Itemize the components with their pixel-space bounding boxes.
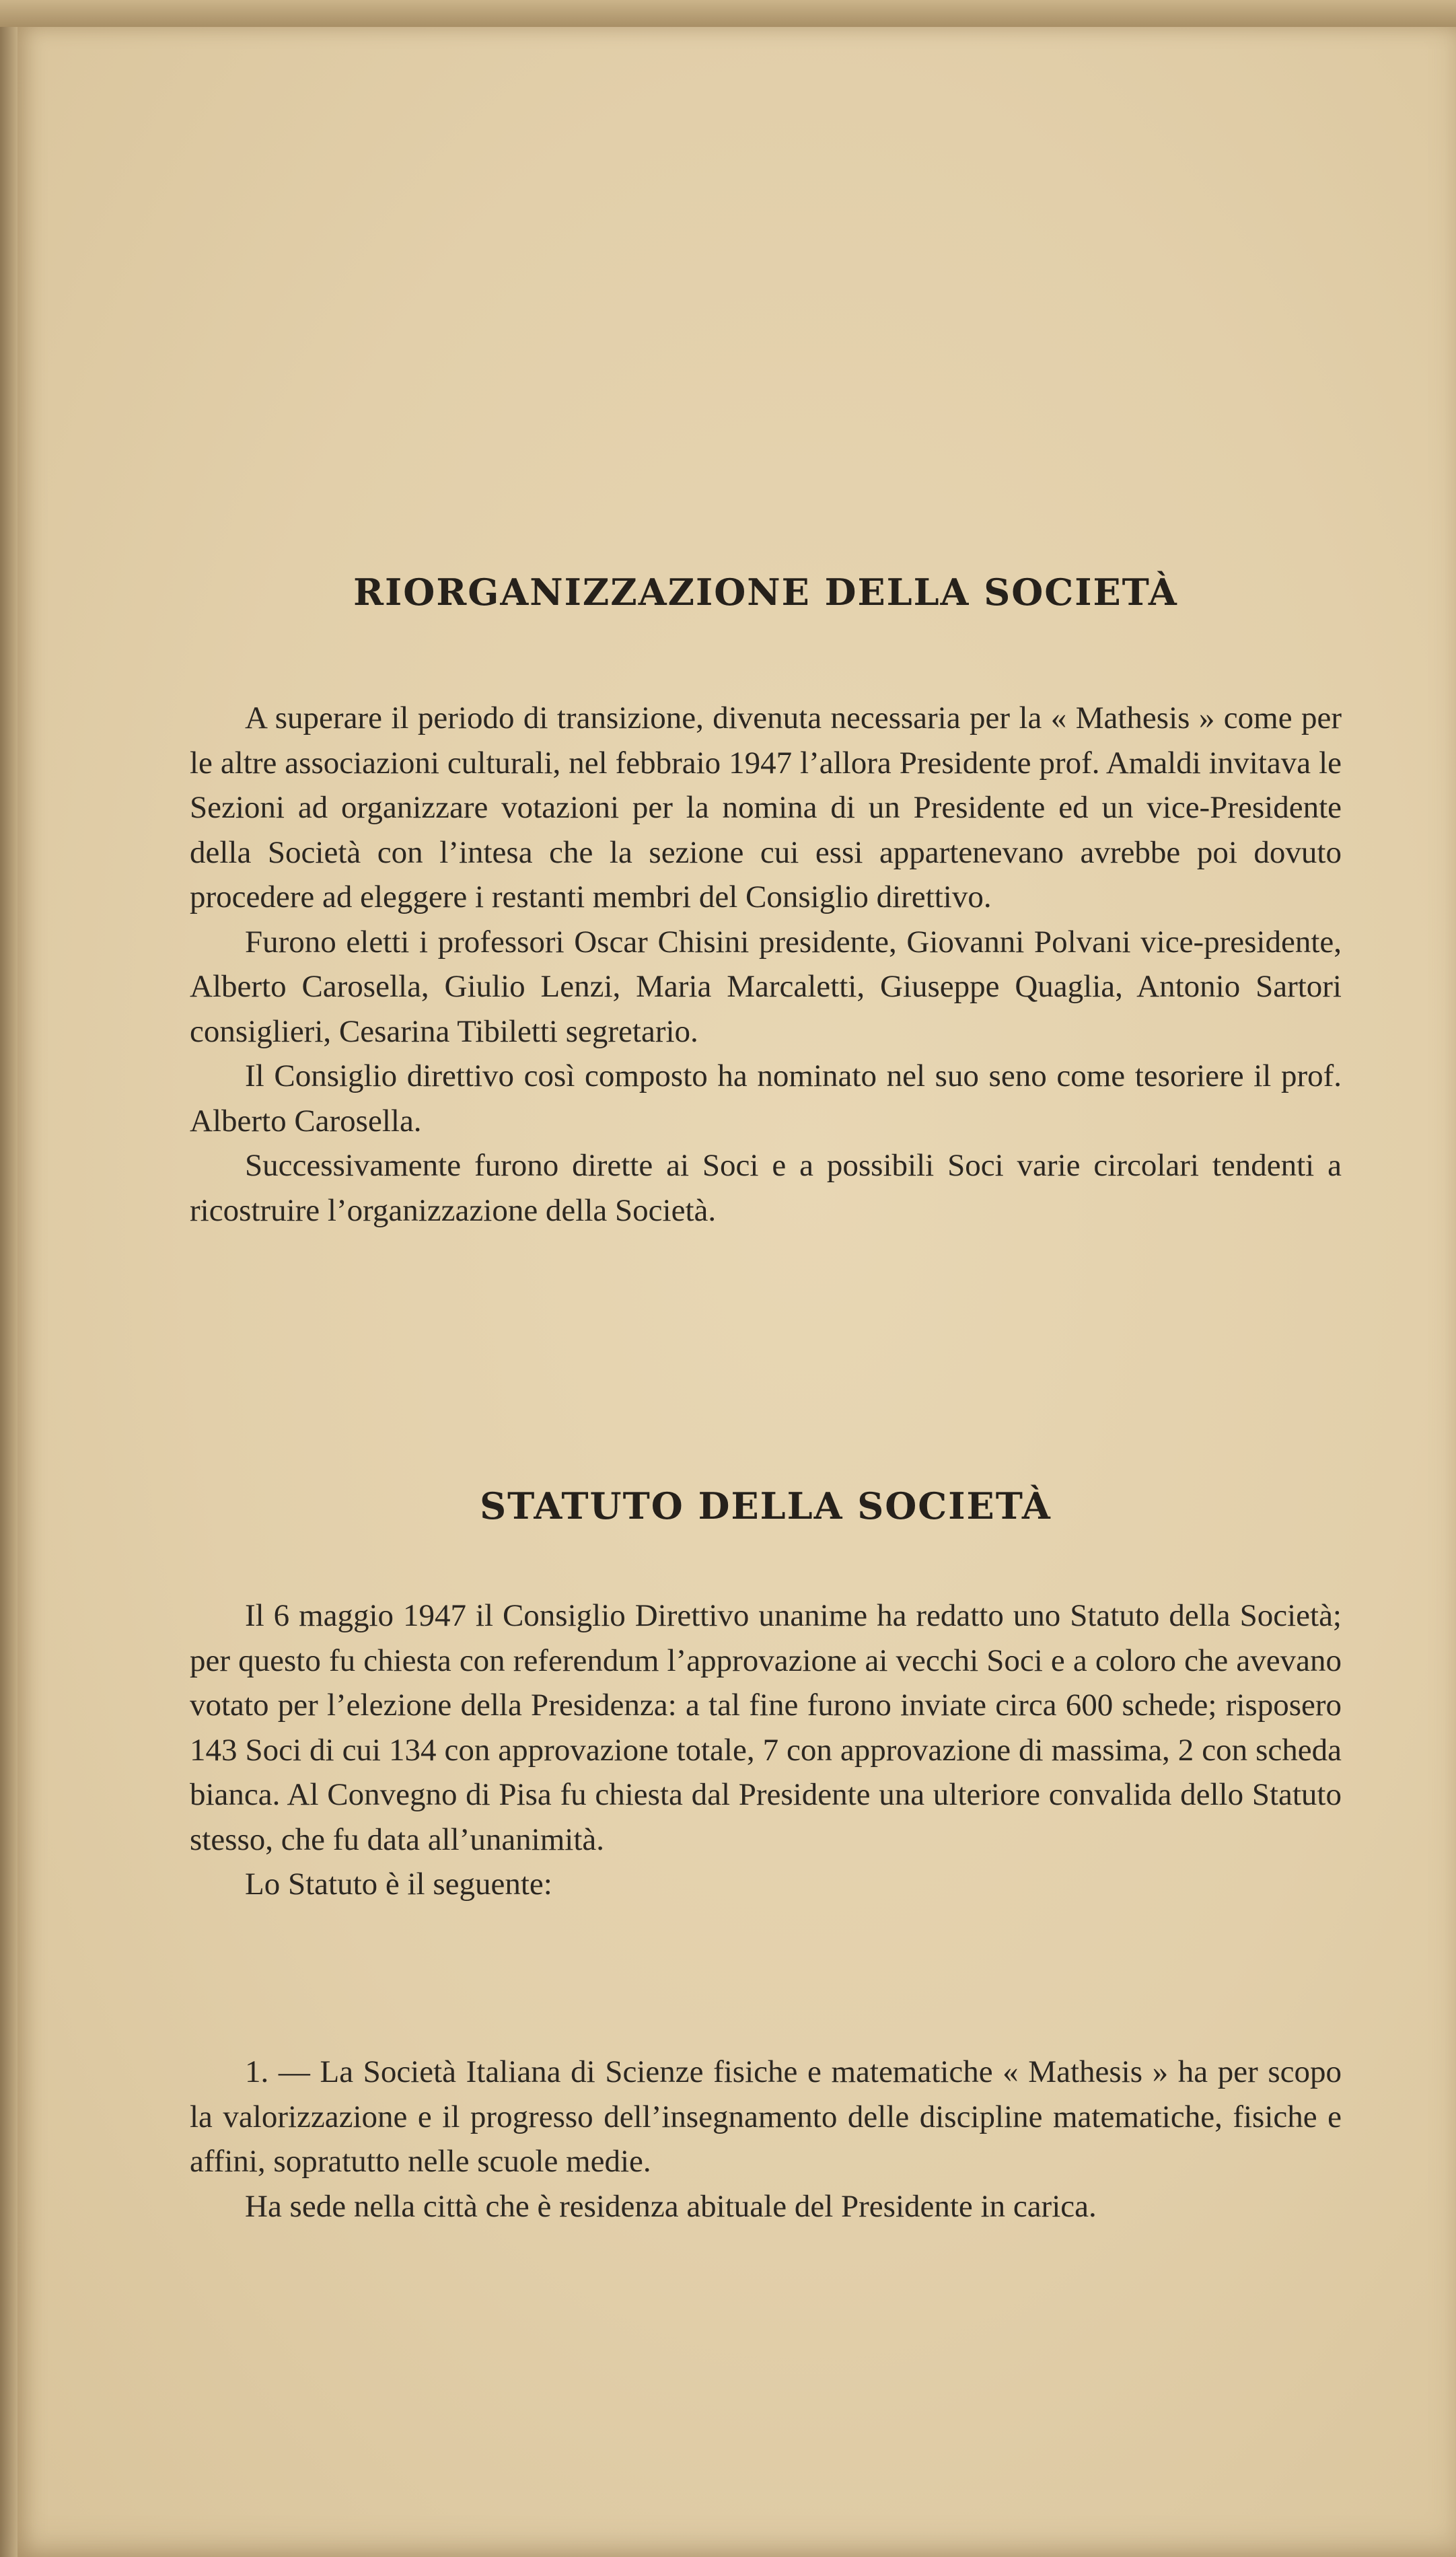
paragraph: Successivamente furono dirette ai Soci e a possibili Soci varie circolari tendenti a ricostruire l’organizzazione della Società. <box>190 1148 1342 1228</box>
binding-edge <box>0 27 17 2557</box>
section-body-riorganizzazione <box>190 696 1342 1233</box>
article-paragraph: Ha sede nella città che è residenza abituale del Presidente in carica. <box>245 2188 1097 2224</box>
document-page <box>13 27 1456 2557</box>
paragraph: Il Consiglio direttivo così composto ha nominato nel suo seno come tesoriere il prof. Alberto Carosella. <box>190 1058 1342 1139</box>
article-paragraph: 1. — La Società Italiana di Scienze fisiche e matematiche « Mathesis » ha per scopo la valorizzazione e il progresso dell’insegnamento delle discipline matematiche, fisiche e affini, sopratutto nelle scuole medie. <box>190 2054 1342 2179</box>
paragraph: Lo Statuto è il seguente: <box>245 1867 552 1902</box>
paragraph: Il 6 maggio 1947 il Consiglio Direttivo unanime ha redatto uno Statuto della Società; per questo fu chiesta con referendum l’approvazione ai vecchi Soci e a coloro che avevano votato per l’elezione della Presidenza: a tal fine furono inviate circa 600 schede; risposero 143 Soci di cui 134 con approvazione totale, 7 con approvazione di massima, 2 con scheda bianca. Al Convegno di Pisa fu chiesta dal Presidente una ulteriore convalida dello Statuto stesso, che fu data all’unanimità. <box>190 1598 1342 1857</box>
section-body-statuto <box>190 1593 1342 1907</box>
section-title-statuto: STATUTO DELLA SOCIETÀ <box>480 1484 1052 1527</box>
section-title-riorganizzazione: RIORGANIZZAZIONE DELLA SOCIETÀ <box>353 571 1178 614</box>
statute-articles <box>190 2050 1342 2229</box>
paragraph: A superare il periodo di transizione, divenuta necessaria per la « Mathesis » come per le altre associazioni culturali, nel febbraio 1947 l’allora Presidente prof. Amaldi invitava le Sezioni ad organizzare votazioni per la nomina di un Presidente ed un vice-Presidente della Società con l’intesa che la sezione cui essi appartenevano avrebbe poi dovuto procedere ad eleggere i restanti membri del Consiglio direttivo. <box>190 700 1342 914</box>
paragraph: Furono eletti i professori Oscar Chisini presidente, Giovanni Polvani vice-presidente, Alberto Carosella, Giulio Lenzi, Maria Marcaletti, Giuseppe Quaglia, Antonio Sartori consiglieri, Cesarina Tibiletti segretario. <box>190 924 1342 1049</box>
